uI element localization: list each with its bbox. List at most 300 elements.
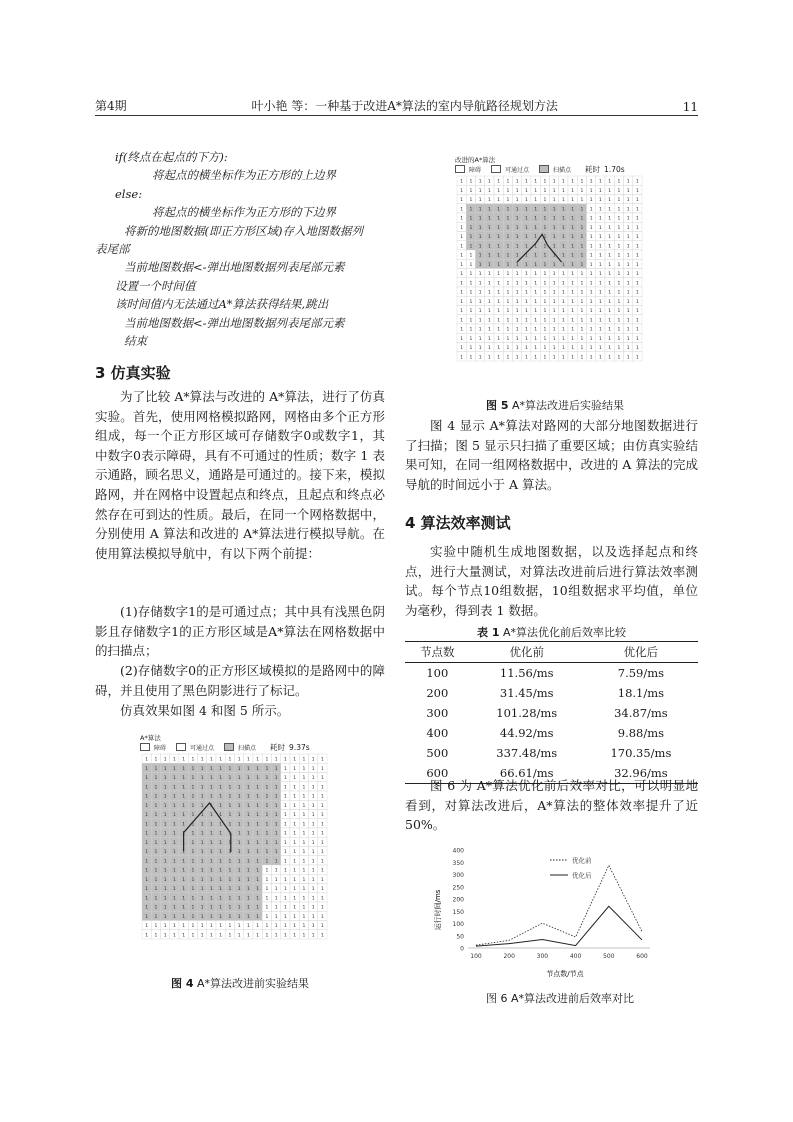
grid-cell-value: 1 [228,803,232,809]
grid-cell-value: 1 [460,318,464,324]
grid-cell-value: 1 [626,346,630,352]
grid-cell-value: 1 [626,262,630,268]
grid-cell-value: 1 [154,905,158,911]
time-label: 耗时 [585,164,601,174]
grid-cell-value: 1 [265,933,269,939]
grid-cell-value: 1 [219,887,223,893]
grid-cell-value: 1 [274,859,278,865]
grid-cell-value: 1 [209,905,213,911]
grid-cell-value: 1 [617,299,621,305]
y-tick-label: 400 [452,847,464,855]
grid-cell-value: 1 [534,318,538,324]
grid-cell-value: 1 [469,299,473,305]
grid-cell-value: 1 [182,776,186,782]
grid-cell-value: 1 [524,355,528,361]
grid-cell-value: 1 [246,887,250,893]
grid-cell-value: 1 [320,840,324,846]
obstacle-swatch [455,165,465,173]
grid-cell-value: 1 [589,281,593,287]
grid-cell-value: 1 [608,346,612,352]
grid-cell-value: 1 [256,785,260,791]
grid-cell-value: 1 [617,179,621,185]
grid-cell-value: 1 [209,831,213,837]
grid-cell-value: 1 [589,235,593,241]
grid-cell-value: 1 [163,803,167,809]
grid-cell-value: 1 [302,896,306,902]
grid-cell-value: 1 [228,850,232,856]
grid-cell-value: 1 [561,262,565,268]
grid-cell-value: 1 [589,262,593,268]
grid-cell-value: 1 [487,290,491,296]
grid-cell-value: 1 [237,877,241,883]
grid-cell-value: 1 [534,207,538,213]
grid-cell-value: 1 [256,850,260,856]
grid-cell-value: 1 [246,785,250,791]
grid-cell-value: 1 [561,225,565,231]
grid-cell-value: 1 [163,831,167,837]
grid-cell-value: 1 [626,207,630,213]
grid-cell-value: 1 [617,188,621,194]
grid-cell-value: 1 [265,887,269,893]
grid-cell-value: 1 [608,262,612,268]
grid-cell-value: 1 [209,868,213,874]
x-tick-label: 500 [603,953,615,960]
grid-cell-value: 1 [311,924,315,930]
grid-cell-value: 1 [515,346,519,352]
grid-cell-value: 1 [228,914,232,920]
grid-cell-value: 1 [311,850,315,856]
grid-cell-value: 1 [265,822,269,828]
grid-cell-value: 1 [246,877,250,883]
grid-cell-value: 1 [172,794,176,800]
grid-cell-value: 1 [172,905,176,911]
grid-cell-value: 1 [497,207,501,213]
grid-cell-value: 1 [571,272,575,278]
grid-cell-value: 1 [626,290,630,296]
grid-cell-value: 1 [172,868,176,874]
grid-cell-value: 1 [524,336,528,342]
grid-cells [457,176,642,361]
grid-cell-value: 1 [608,318,612,324]
grid-cell-value: 1 [219,877,223,883]
grid-cell-value: 1 [635,262,639,268]
grid-cell-value: 1 [172,757,176,763]
legend-label: 扫描点 [553,166,572,174]
grid-cell-value: 1 [487,299,491,305]
grid-cell-value: 1 [524,244,528,250]
grid-cell-value: 1 [571,207,575,213]
grid-cell-value: 1 [534,299,538,305]
grid-cell-value: 1 [460,336,464,342]
grid-cell-value: 1 [228,840,232,846]
grid-cell-value: 1 [219,868,223,874]
grid-cell-value: 1 [219,850,223,856]
grid-cell-value: 1 [617,281,621,287]
grid-cell-value: 1 [534,309,538,315]
grid-cell-value: 1 [543,272,547,278]
grid-cell-value: 1 [497,336,501,342]
grid-cell-value: 1 [256,905,260,911]
scanned-swatch [224,743,234,751]
grid-cell-value: 1 [561,179,565,185]
grid-cell-value: 1 [534,327,538,333]
grid-cell-value: 1 [580,336,584,342]
grid-cell-value: 1 [626,309,630,315]
grid-cell-value: 1 [246,822,250,828]
grid-cell-value: 1 [561,309,565,315]
grid-cell-value: 1 [283,877,287,883]
grid-cell-value: 1 [598,290,602,296]
grid-cell-value: 1 [265,757,269,763]
code-line: 将起点的横坐标作为正方形的下边界 [152,205,336,220]
grid-cell-value: 1 [191,924,195,930]
grid-map-after [455,174,655,374]
grid-cell-value: 1 [534,244,538,250]
grid-cell-value: 1 [219,905,223,911]
grid-cell-value: 1 [163,887,167,893]
grid-cell-value: 1 [246,813,250,819]
grid-cell-value: 1 [478,336,482,342]
grid-cell-value: 1 [182,831,186,837]
grid-cell-value: 1 [200,924,204,930]
grid-cell-value: 1 [191,877,195,883]
scanned-swatch [539,165,549,173]
grid-cell-value: 1 [163,822,167,828]
grid-cell-value: 1 [635,281,639,287]
grid-cell-value: 1 [617,327,621,333]
grid-cell-value: 1 [274,766,278,772]
grid-cell-value: 1 [617,309,621,315]
grid-cell-value: 1 [469,253,473,259]
grid-cell-value: 1 [283,850,287,856]
grid-cell-value: 1 [182,877,186,883]
grid-cell-value: 1 [182,757,186,763]
grid-cell-value: 1 [487,216,491,222]
grid-cell-value: 1 [246,766,250,772]
grid-cell-value: 1 [191,813,195,819]
legend-label: 障碍 [154,744,167,752]
grid-cell-value: 1 [154,850,158,856]
grid-cell-value: 1 [534,346,538,352]
grid-cell-value: 1 [497,244,501,250]
grid-cell-value: 1 [163,914,167,920]
grid-cell-value: 1 [497,290,501,296]
grid-cell-value: 1 [580,244,584,250]
grid-cell-value: 1 [145,794,149,800]
grid-cell-value: 1 [552,281,556,287]
grid-cell-value: 1 [515,299,519,305]
grid-cell-value: 1 [320,813,324,819]
caption-number: 图 4 [170,977,194,990]
grid-cell-value: 1 [478,290,482,296]
grid-cell-value: 1 [635,244,639,250]
grid-cell-value: 1 [552,262,556,268]
grid-cell-value: 1 [274,877,278,883]
grid-cell-value: 1 [145,766,149,772]
grid-cell-value: 1 [589,290,593,296]
grid-cell-value: 1 [635,272,639,278]
grid-cell-value: 1 [154,877,158,883]
grid-cell-value: 1 [534,235,538,241]
grid-cell-value: 1 [172,831,176,837]
grid-cell-value: 1 [311,757,315,763]
grid-cell-value: 1 [534,253,538,259]
header-rule [95,115,698,116]
grid-cell-value: 1 [515,179,519,185]
x-tick-label: 600 [636,953,648,960]
grid-cell-value: 1 [320,785,324,791]
grid-cell-value: 1 [589,355,593,361]
grid-cell-value: 1 [506,216,510,222]
grid-cell-value: 1 [302,868,306,874]
grid-cell-value: 1 [228,868,232,874]
grid-cell-value: 1 [200,776,204,782]
x-tick-label: 300 [536,953,549,960]
grid-cell-value: 1 [460,198,464,204]
grid-cell-value: 1 [237,794,241,800]
grid-cell-value: 1 [163,924,167,930]
grid-cell-value: 1 [580,225,584,231]
grid-cell-value: 1 [265,859,269,865]
grid-cell-value: 1 [246,840,250,846]
grid-cell-value: 1 [191,776,195,782]
grid-cell-value: 1 [200,887,204,893]
grid-cell-value: 1 [506,188,510,194]
grid-cell-value: 1 [506,327,510,333]
grid-cell-value: 1 [580,235,584,241]
grid-cell-value: 1 [191,896,195,902]
grid-cell-value: 1 [182,896,186,902]
grid-cell-value: 1 [182,859,186,865]
grid-cell-value: 1 [561,318,565,324]
grid-cell-value: 1 [311,887,315,893]
grid-cell-value: 1 [246,850,250,856]
code-line: 设置一个时间值 [115,278,196,293]
grid-cell-value: 1 [274,850,278,856]
series-line-before [476,865,642,945]
section-heading: 3 仿真实验 [95,364,171,382]
grid-cell-value: 1 [237,887,241,893]
grid-cell-value: 1 [506,346,510,352]
grid-cell-value: 1 [580,290,584,296]
grid-cell-value: 1 [200,803,204,809]
code-line: else: [115,186,143,201]
grid-cell-value: 1 [598,355,602,361]
grid-cell-value: 1 [478,327,482,333]
grid-cell-value: 1 [265,803,269,809]
grid-cell-value: 1 [209,766,213,772]
grid-cell-value: 1 [265,877,269,883]
grid-cell-value: 1 [182,868,186,874]
grid-cell-value: 1 [497,299,501,305]
table-row [405,663,698,684]
grid-cell-value: 1 [515,355,519,361]
grid-cell-value: 1 [283,868,287,874]
grid-cell-value: 1 [200,859,204,865]
grid-cell-value: 1 [626,235,630,241]
grid-cell-value: 1 [172,850,176,856]
grid-cell-value: 1 [497,225,501,231]
grid-cell-value: 1 [617,207,621,213]
grid-cell-value: 1 [589,244,593,250]
legend-label: 优化后 [572,871,592,880]
grid-cell-value: 1 [460,299,464,305]
grid-cell-value: 1 [172,896,176,902]
grid-cell-value: 1 [145,924,149,930]
grid-cell-value: 1 [478,299,482,305]
grid-cell-value: 1 [209,757,213,763]
column-header: 节点数 [420,645,455,659]
grid-cell-value: 1 [469,318,473,324]
grid-cell-value: 1 [228,859,232,865]
grid-cell-value: 1 [598,244,602,250]
grid-cell-value: 1 [571,309,575,315]
grid-cell-value: 1 [571,318,575,324]
grid-cell-value: 1 [617,346,621,352]
code-line: 该时间值内无法通过A*算法获得结果,跳出 [115,297,329,312]
grid-cell-value: 1 [274,822,278,828]
grid-cell-value: 1 [219,831,223,837]
grid-cell-value: 1 [469,225,473,231]
grid-cell-value: 1 [589,198,593,204]
grid-cell-value: 1 [635,188,639,194]
grid-cell-value: 1 [571,235,575,241]
grid-cell-value: 1 [154,933,158,939]
grid-cell-value: 1 [534,216,538,222]
grid-cell-value: 1 [626,336,630,342]
grid-cell-value: 1 [460,225,464,231]
grid-cell-value: 1 [302,914,306,920]
grid-cell-value: 1 [302,905,306,911]
grid-cell-value: 1 [283,813,287,819]
grid-cell-value: 1 [311,840,315,846]
y-axis-label: 运行时间/ms [434,889,442,931]
grid-cell-value: 1 [561,244,565,250]
grid-cell-value: 1 [589,179,593,185]
grid-cell-value: 1 [552,355,556,361]
caption-text: A*算法优化前后效率比较 [502,626,626,639]
grid-cell-value: 1 [293,868,297,874]
grid-cell-value: 1 [626,225,630,231]
grid-cell-value: 1 [626,318,630,324]
grid-cell-value: 1 [302,757,306,763]
grid-cell-value: 1 [163,896,167,902]
grid-cell-value: 1 [487,336,491,342]
grid-cell-value: 1 [524,198,528,204]
grid-cell-value: 1 [580,253,584,259]
grid-cell-value: 1 [320,776,324,782]
grid-cell-value: 1 [293,850,297,856]
code-line: 结束 [124,334,147,349]
grid-cell-value: 1 [598,216,602,222]
grid-cell-value: 1 [478,235,482,241]
grid-cell-value: 1 [163,840,167,846]
grid-cell-value: 1 [580,272,584,278]
grid-cell-value: 1 [543,244,547,250]
grid-cell-value: 1 [237,757,241,763]
grid-cell-value: 1 [219,822,223,828]
grid-cell-value: 1 [506,290,510,296]
grid-cell-value: 1 [172,840,176,846]
grid-cell-value: 1 [265,905,269,911]
grid-cell-value: 1 [617,244,621,250]
grid-cell-value: 1 [635,216,639,222]
grid-cell-value: 1 [172,933,176,939]
grid-cell-value: 1 [154,757,158,763]
grid-cell-value: 1 [589,309,593,315]
grid-cell-value: 1 [571,198,575,204]
grid-cell-value: 1 [460,346,464,352]
grid-cell-value: 1 [506,225,510,231]
grid-cell-value: 1 [460,207,464,213]
grid-cell-value: 1 [589,327,593,333]
grid-cell-value: 1 [515,327,519,333]
grid-cell-value: 1 [246,905,250,911]
grid-cell-value: 1 [163,850,167,856]
grid-cell-value: 1 [487,262,491,268]
grid-cell-value: 1 [311,803,315,809]
grid-cell-value: 1 [293,757,297,763]
grid-cell-value: 1 [219,896,223,902]
x-tick-label: 200 [503,953,515,960]
grid-cell-value: 1 [191,840,195,846]
grid-cell-value: 1 [256,933,260,939]
grid-cell-value: 1 [283,887,287,893]
grid-cell-value: 1 [506,299,510,305]
grid-cell-value: 1 [561,188,565,194]
grid-cell-value: 1 [191,905,195,911]
grid-cell-value: 1 [469,244,473,250]
grid-cell-value: 1 [256,822,260,828]
grid-cell-value: 1 [552,309,556,315]
grid-cell-value: 1 [274,776,278,782]
grid-cell-value: 1 [469,309,473,315]
figure-6-caption [440,990,680,1006]
code-line: 将起点的横坐标作为正方形的上边界 [152,168,336,183]
grid-cell-value: 1 [598,235,602,241]
grid-cell-value: 1 [256,831,260,837]
grid-cell-value: 1 [561,327,565,333]
grid-cell-value: 1 [460,253,464,259]
grid-cell-value: 1 [283,840,287,846]
paragraph: (1)存储数字1的是可通过点；其中具有浅黑色阴影且存储数字1的正方形区域是A*算法在网格数据中的扫描点； [95,604,385,659]
grid-cell-value: 1 [200,813,204,819]
grid-cell-value: 1 [635,309,639,315]
grid-cell-value: 1 [209,776,213,782]
grid-cell-value: 1 [589,188,593,194]
grid-cell-value: 1 [283,905,287,911]
fig4-window-title: A*算法 [140,734,161,742]
grid-cell-value: 1 [635,290,639,296]
grid-cell-value: 1 [497,327,501,333]
grid-cell-value: 1 [497,216,501,222]
grid-cell-value: 1 [580,188,584,194]
time-label: 耗时 [270,742,286,752]
grid-cell-value: 1 [469,355,473,361]
fig5-legend [455,164,655,174]
legend-label: 可通过点 [190,744,215,752]
grid-cell-value: 1 [191,868,195,874]
grid-cell-value: 1 [515,281,519,287]
grid-cell-value: 1 [543,179,547,185]
grid-cell-value: 1 [274,840,278,846]
grid-cell-value: 1 [571,225,575,231]
grid-cell-value: 1 [302,859,306,865]
grid-cell-value: 1 [469,198,473,204]
grid-cell-value: 1 [478,207,482,213]
grid-cell-value: 1 [237,859,241,865]
legend-label: 优化前 [572,856,592,865]
